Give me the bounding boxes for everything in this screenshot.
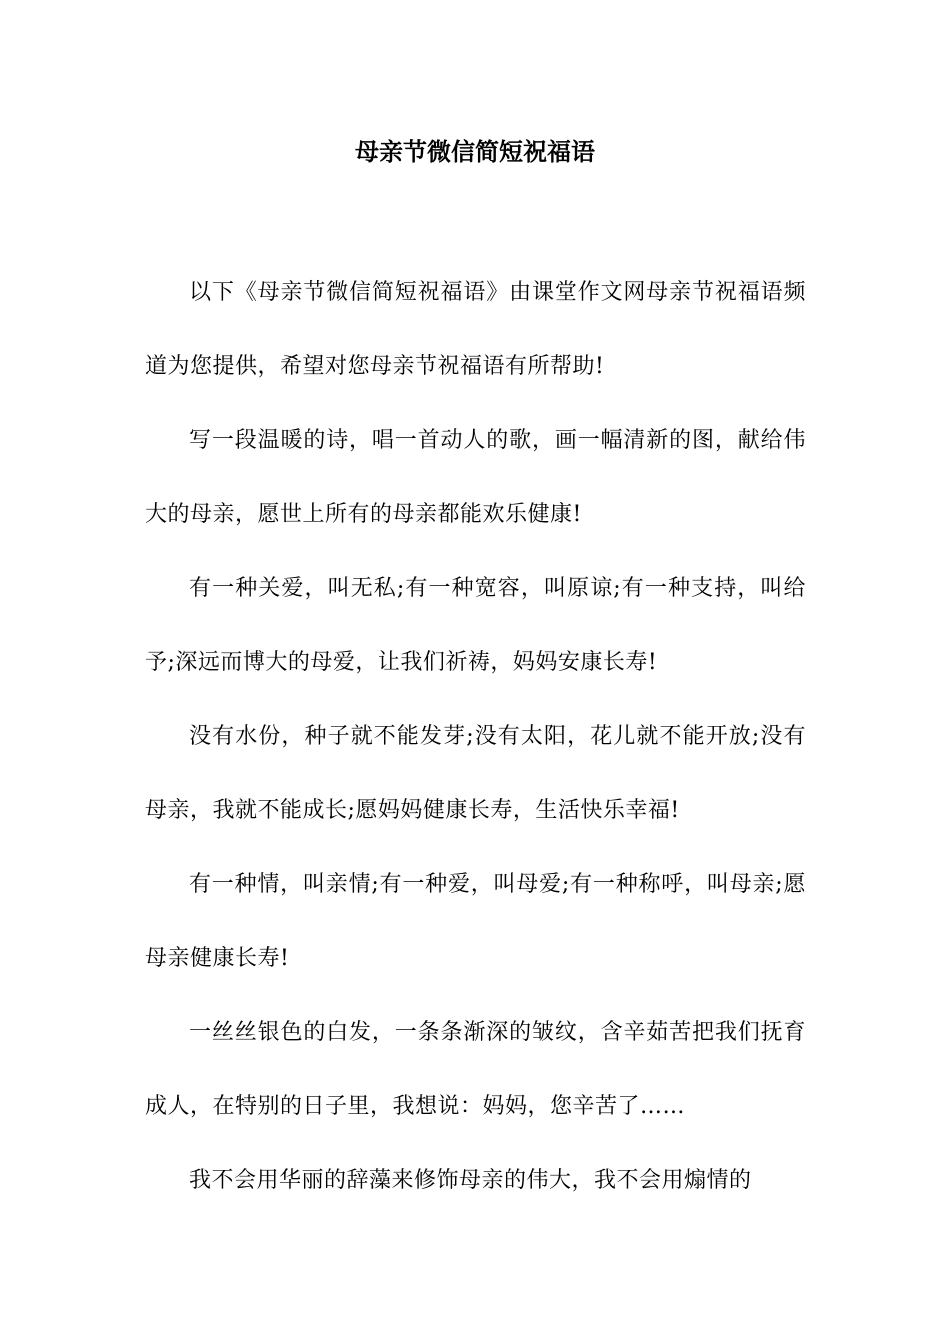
paragraph-blessing-3: 没有水份，种子就不能发芽;没有太阳，花儿就不能开放;没有母亲，我就不能成长;愿妈妈健康长寿，生活快乐幸福! [145,724,806,823]
document-title: 母亲节微信简短祝福语 [355,137,595,166]
paragraph-blessing-2: 有一种关爱，叫无私;有一种宽容，叫原谅;有一种支持，叫给予;深远而博大的母爱，让我们祈祷，妈妈安康长寿! [145,576,806,675]
paragraph-blessing-5: 一丝丝银色的白发，一条条渐深的皱纹，含辛茹苦把我们抚育成人，在特别的日子里，我想说：妈妈，您辛苦了…… [145,1020,806,1119]
paragraph-blessing-6: 我不会用华丽的辞藻来修饰母亲的伟大，我不会用煽情的 [189,1168,752,1193]
paragraph-intro: 以下《母亲节微信简短祝福语》由课堂作文网母亲节祝福语频道为您提供，希望对您母亲节祝福语有所帮助! [145,280,806,379]
paragraph-blessing-1: 写一段温暖的诗，唱一首动人的歌，画一幅清新的图，献给伟大的母亲，愿世上所有的母亲都能欢乐健康! [145,428,806,527]
paragraph-blessing-4: 有一种情，叫亲情;有一种爱，叫母爱;有一种称呼，叫母亲;愿母亲健康长寿! [145,872,806,971]
document-body [145,256,806,1218]
